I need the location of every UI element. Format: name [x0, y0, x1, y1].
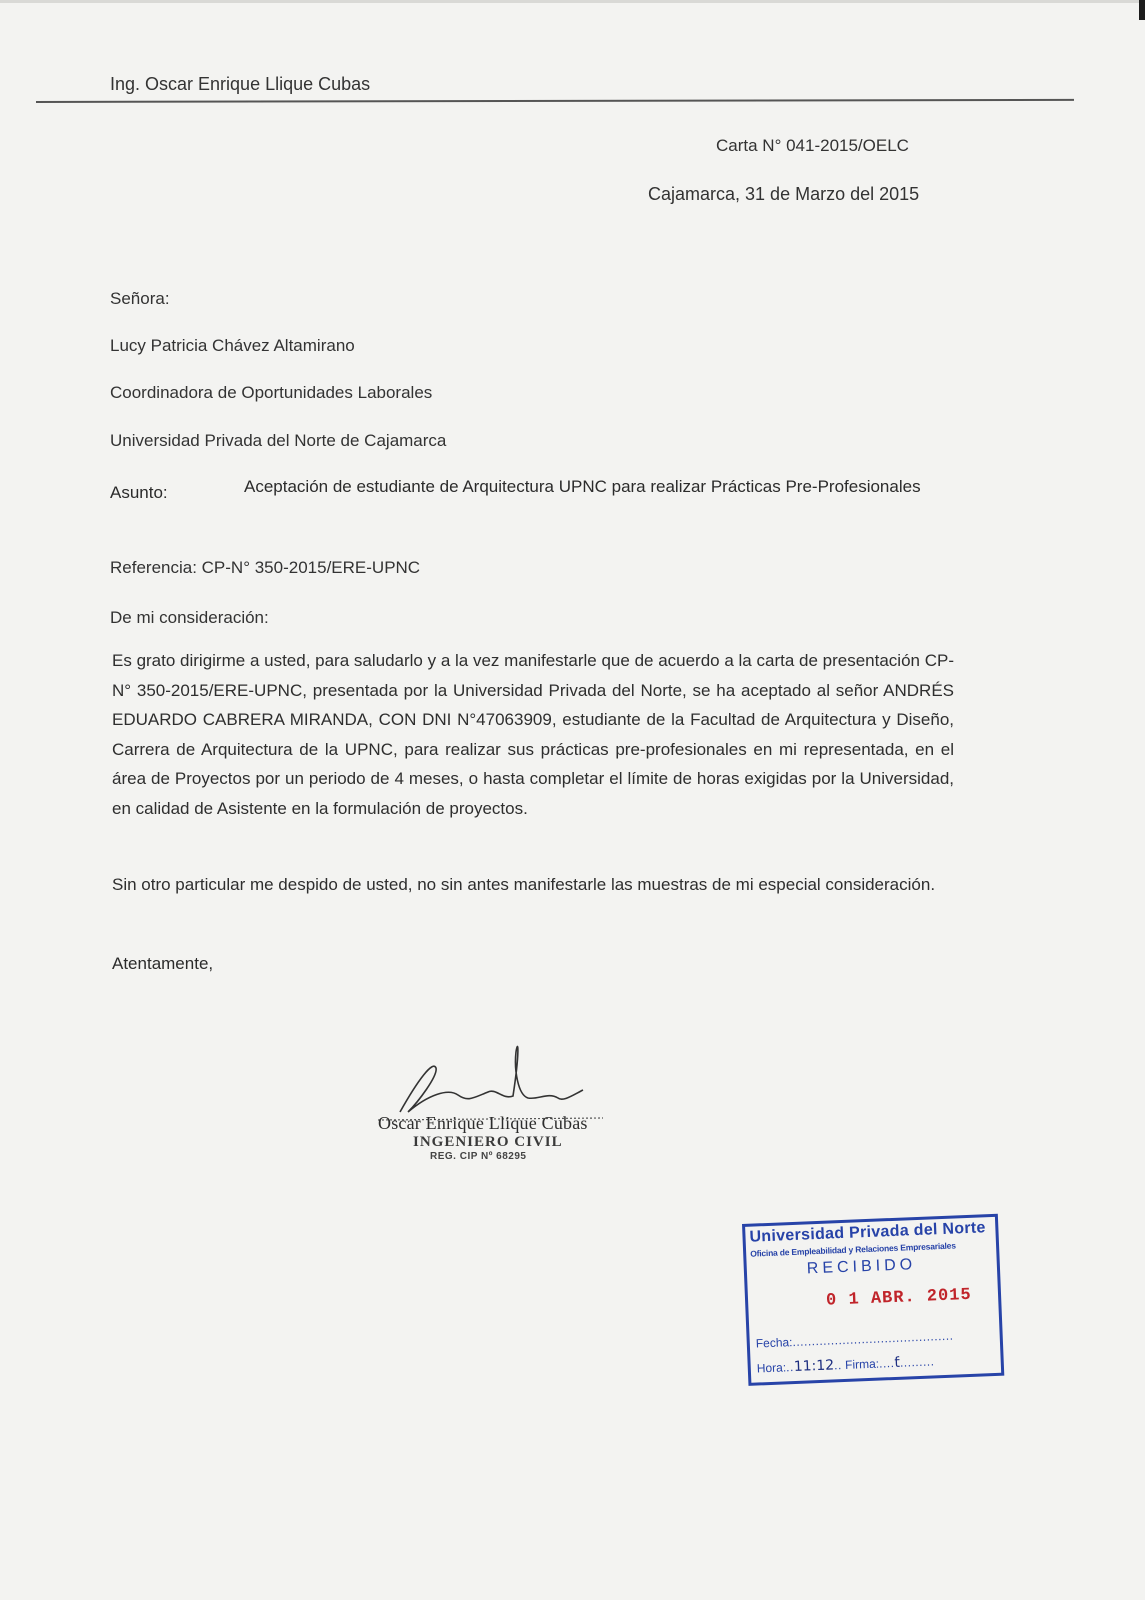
stamp-office: Oficina de Empleabilidad y Relaciones Empresariales [749, 1240, 956, 1259]
received-stamp [742, 1214, 1004, 1386]
stamp-hora-value: 11:12 [793, 1357, 835, 1376]
recipient-name: Lucy Patricia Chávez Altamirano [110, 336, 355, 355]
stamp-firma-dots: .... [878, 1356, 895, 1371]
stamp-firma-mark: ƭ [894, 1354, 901, 1371]
reference-line: Referencia: CP-N° 350-2015/ERE-UPNC [110, 558, 421, 577]
letterhead-divider [36, 99, 1074, 103]
scan-corner-mark [1139, 0, 1145, 20]
recipient-organization: Universidad Privada del Norte de Cajamarca [110, 431, 447, 450]
body-paragraph: Es grato dirigirme a usted, para saludarlo y a la vez manifestarle que de acuerdo a la carta de presentación CP-N° 350-2015/ERE-UPNC, presentada por la Universidad Privada del Norte, se ha aceptado al señor ANDRÉS EDUARDO CABRERA MIRANDA, CON DNI N°47063909, estudiante de la Facultad de Arquitectura y Diseño, Carrera de Arquitectura de la UPNC, para realizar sus prácticas pre-profesionales en mi representada, en el área de Proyectos por un periodo de 4 meses, o hasta completar el límite de horas exigidas por la Universidad, en calidad de Asistente en la formulación de proyectos. [112, 651, 954, 818]
signature-block [378, 1040, 628, 1160]
subject-label: Asunto: [110, 483, 168, 502]
signature-title: INGENIERO CIVIL [413, 1134, 563, 1150]
stamp-firma-label: Firma: [844, 1356, 880, 1372]
stamp-hora-row [756, 1353, 934, 1376]
letterhead-name: Ing. Oscar Enrique Llique Cubas [110, 74, 371, 94]
body-paragraph: Sin otro particular me despido de usted, no sin antes manifestarle las muestras de mi especial consideración. [112, 875, 936, 894]
greeting-title: Señora: [110, 289, 170, 308]
letter-number: Carta N° 041-2015/OELC [716, 136, 909, 155]
closing: Atentamente, [112, 954, 214, 973]
stamp-firma-dots-2: ......... [899, 1354, 935, 1370]
scan-top-edge [0, 0, 1145, 3]
stamp-date: 0 1 ABR. 2015 [825, 1285, 973, 1311]
salutation: De mi consideración: [110, 608, 269, 627]
signature-registration: REG. CIP Nº 68295 [430, 1151, 527, 1162]
stamp-institution: Universidad Privada del Norte [749, 1219, 987, 1246]
stamp-fecha-label: Fecha: [755, 1335, 793, 1351]
stamp-hora-label: Hora: [756, 1360, 787, 1376]
stamp-fecha-dots: .......................................... [792, 1328, 954, 1350]
subject-text: Aceptación de estudiante de Arquitectura UPNC para realizar Prácticas Pre-Profesionales [244, 477, 921, 496]
signature-name: Oscar Enrique Llique Cubas [378, 1113, 588, 1133]
stamp-fecha-row [756, 1329, 954, 1351]
stamp-status: RECIBIDO [806, 1256, 917, 1278]
stamp-hora-dots: .. [785, 1360, 795, 1375]
place-date: Cajamarca, 31 de Marzo del 2015 [648, 184, 920, 204]
recipient-role: Coordinadora de Oportunidades Laborales [110, 383, 433, 402]
stamp-hora-dots-2: .. [833, 1358, 843, 1373]
